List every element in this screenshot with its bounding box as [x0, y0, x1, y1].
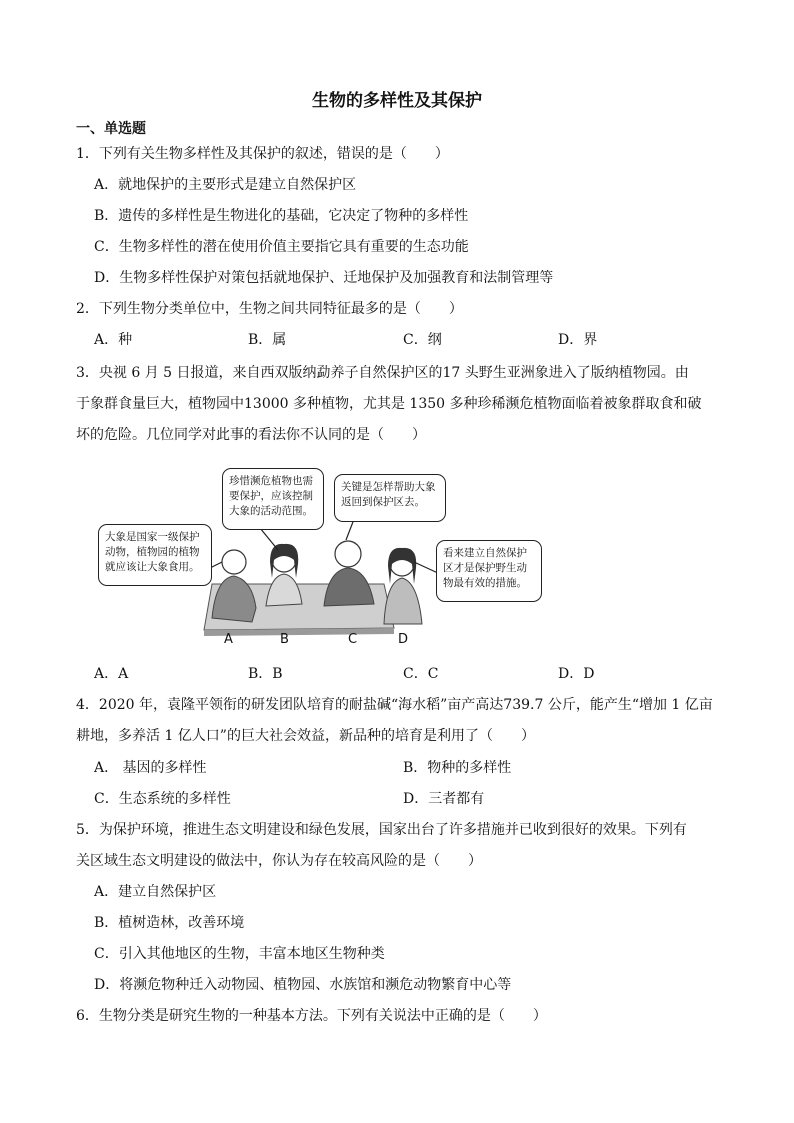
question-1-option-a: A．就地保护的主要形式是建立自然保护区 — [94, 177, 357, 193]
student-d-figure — [384, 548, 422, 624]
page-title: 生物的多样性及其保护 — [312, 91, 482, 111]
question-1-option-d: D．生物多样性保护对策包括就地保护、迁地保护及加强教育和法制管理等 — [94, 270, 554, 286]
question-5-stem-line-2: 关区域生态文明建设的做法中，你认为存在较高风险的是（ ） — [76, 853, 482, 869]
question-1-option-b: B．遗传的多样性是生物进化的基础，它决定了物种的多样性 — [94, 208, 469, 224]
speech-bubble-c: 关键是怎样帮助大象返回到保护区去。 — [334, 474, 446, 522]
question-4-option-a: A． 基因的多样性 — [94, 760, 207, 776]
figure-label-c: C — [348, 632, 358, 647]
question-4-option-b: B．物种的多样性 — [403, 760, 512, 776]
figure-label-d: D — [398, 632, 409, 647]
question-4-option-c: C．生态系统的多样性 — [94, 791, 231, 807]
figure-label-a: A — [224, 632, 233, 647]
question-5-option-b: B．植树造林，改善环境 — [94, 915, 245, 931]
question-3-stem-line-2: 于象群食量巨大，植物园中13000 多种植物，尤其是 1350 多种珍稀濒危植物面临着被象群取食和破 — [76, 396, 702, 412]
question-5-option-c: C．引入其他地区的生物，丰富本地区生物种类 — [94, 946, 385, 962]
student-b-figure — [266, 544, 302, 606]
question-2-option-a: A．种 — [94, 332, 133, 348]
speech-bubble-b: 珍惜濒危植物也需要保护，应该控制大象的活动范围。 — [222, 468, 324, 530]
question-3-stem-line-3: 坏的危险。几位同学对此事的看法你不认同的是（ ） — [76, 427, 426, 443]
question-5-option-a: A．建立自然保护区 — [94, 884, 217, 900]
question-1-stem: 1．下列有关生物多样性及其保护的叙述，错误的是（ ） — [76, 146, 449, 162]
question-3-option-d: D．D — [558, 666, 595, 682]
question-3-option-a: A．A — [94, 666, 129, 682]
section-heading: 一、单选题 — [76, 121, 146, 137]
speech-bubble-d: 看来建立自然保护区才是保护野生动物最有效的措施。 — [436, 540, 542, 602]
question-2-option-c: C．纲 — [403, 332, 442, 348]
question-3-option-b: B．B — [248, 666, 283, 682]
figure-label-b: B — [280, 632, 289, 647]
question-2-option-d: D．界 — [558, 332, 598, 348]
question-3-stem-line-1: 3．央视 6 月 5 日报道，来自西双版纳勐养子自然保护区的17 头野生亚洲象进入了版纳植物园。由 — [76, 365, 689, 381]
question-2-option-b: B．属 — [248, 332, 287, 348]
question-4-stem-line-2: 耕地，多养活 1 亿人口”的巨大社会效益，新品种的培育是利用了（ ） — [76, 728, 535, 744]
student-c-figure — [324, 541, 374, 606]
question-4-stem-line-1: 4．2020 年，袁隆平领衔的研发团队培育的耐盐碱“海水稻”亩产高达739.7 公斤，能产生“增加 1 亿亩 — [76, 697, 713, 713]
question-4-option-d: D．三者都有 — [403, 791, 485, 807]
question-2-stem: 2．下列生物分类单位中，生物之间共同特征最多的是（ ） — [76, 301, 463, 317]
question-5-stem-line-1: 5．为保护环境，推进生态文明建设和绿色发展，国家出台了许多措施并已收到很好的效果。下列有 — [76, 822, 687, 838]
speech-bubble-a: 大象是国家一级保护动物，植物园的植物就应该让大象食用。 — [98, 524, 212, 586]
question-3-option-c: C．C — [403, 666, 439, 682]
question-1-option-c: C．生物多样性的潜在使用价值主要指它具有重要的生态功能 — [94, 239, 469, 255]
question-6-stem: 6．生物分类是研究生物的一种基本方法。下列有关说法中正确的是（ ） — [76, 1008, 547, 1024]
question-3-figure — [94, 458, 546, 654]
question-5-option-d: D．将濒危物种迁入动物园、植物园、水族馆和濒危动物繁育中心等 — [94, 977, 512, 993]
